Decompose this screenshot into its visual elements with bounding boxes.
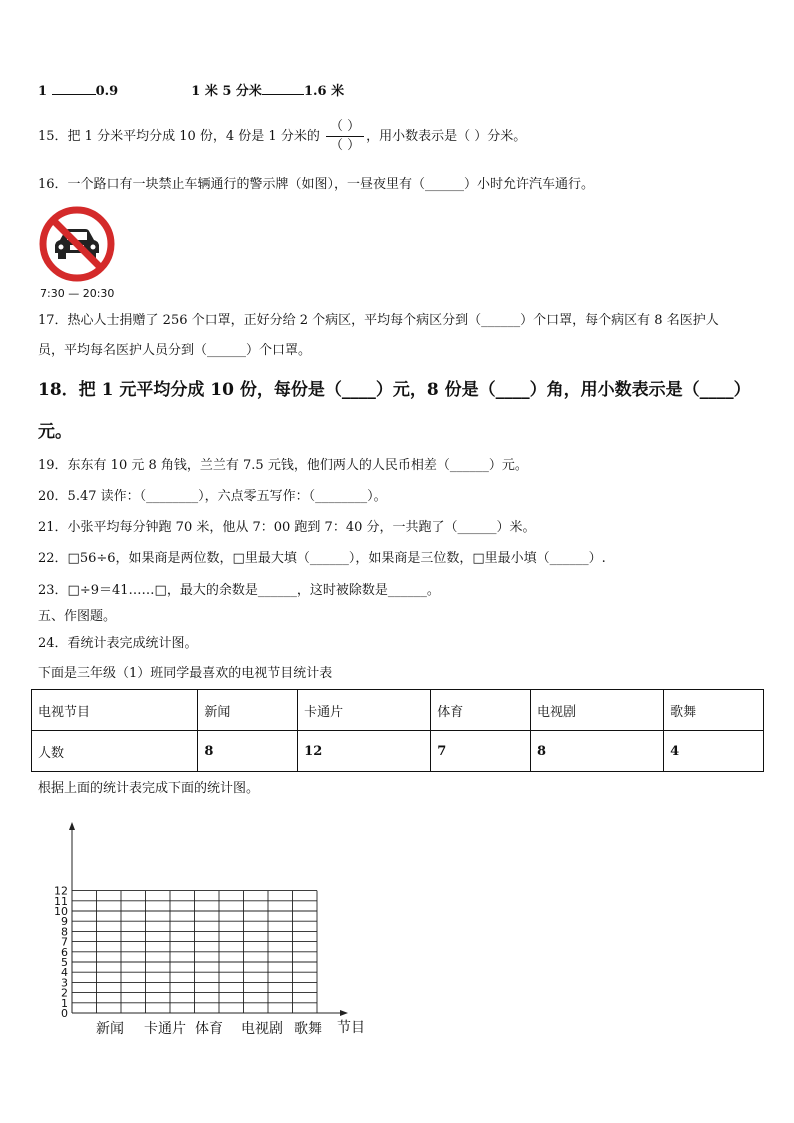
q16-number: 16． <box>38 177 68 192</box>
q15 <box>38 118 526 155</box>
q24: 24．看统计表完成统计图。 <box>38 636 198 651</box>
q23: 23．□÷9＝41……□，最大的余数是______，这时被除数是______。 <box>38 583 440 598</box>
tv-program-table <box>31 689 764 772</box>
table-cell: 歌舞 <box>664 690 764 731</box>
y-tick-label: 0 <box>61 1007 68 1020</box>
table-title: 下面是三年级（1）班同学最喜欢的电视节目统计表 <box>38 666 333 681</box>
y-tick-label: 7 <box>61 935 68 949</box>
q14-part2-left: 1 米 5 分米 <box>191 84 262 99</box>
q15-number: 15． <box>38 129 68 144</box>
y-tick-label: 9 <box>61 915 68 929</box>
y-tick-label: 8 <box>61 925 68 939</box>
q21: 21．小张平均每分钟跑 70 米，他从 7：00 跑到 7：40 分，一共跑了（______）米。 <box>38 520 536 535</box>
y-tick-label: 3 <box>61 976 68 990</box>
q17-line-2: 员，平均每名医护人员分到（______）个口罩。 <box>38 343 312 358</box>
q14-part2-right: 1.6 米 <box>303 84 345 99</box>
y-tick-label: 10 <box>54 905 68 918</box>
q14-part1-right: 0.9 <box>95 84 119 99</box>
y-tick-label: 6 <box>61 945 68 959</box>
chart-x-category-labels <box>96 1020 322 1037</box>
x-axis-arrow-icon <box>340 1010 348 1016</box>
y-tick-label: 2 <box>61 986 68 1000</box>
y-axis-arrow-icon <box>69 822 75 830</box>
sign-caption: 7:30 — 20:30 <box>40 287 115 300</box>
chart-axes <box>69 822 348 1016</box>
q15-fraction-denominator: （ ） <box>329 138 361 153</box>
table-cell: 12 <box>298 731 431 772</box>
y-tick-label: 5 <box>61 956 68 969</box>
q18-line-1: 18．把 1 元平均分成 10 份，每份是（____）元，8 份是（____）角，用小数表示是（____） <box>38 380 751 400</box>
q15-text-a: 把 1 分米平均分成 10 份，4 份是 1 分米的 <box>67 129 320 144</box>
table-cell: 卡通片 <box>298 690 431 731</box>
q19: 19．东东有 10 元 8 角钱，兰兰有 7.5 元钱，他们两人的人民币相差（______）元。 <box>38 458 528 473</box>
table-cell: 7 <box>431 731 531 772</box>
chart-x-axis-label: 节目 <box>337 1020 365 1036</box>
x-category-label: 新闻 <box>96 1021 124 1037</box>
section-5-title: 五、作图题。 <box>38 609 117 624</box>
y-tick-label: 4 <box>61 966 68 980</box>
q14-part1-left: 1 <box>38 84 48 99</box>
x-category-label: 歌舞 <box>294 1021 322 1037</box>
q17-line-1: 17．热心人士捐赠了 256 个口罩，正好分给 2 个病区，平均每个病区分到（______）个口罩，每个病区有 8 名医护人 <box>38 313 719 328</box>
bar-chart[interactable] <box>40 818 380 1043</box>
q14-tail <box>38 82 344 101</box>
q15-fraction-numerator: （ ） <box>326 118 364 137</box>
q14-blank-1[interactable] <box>52 82 96 95</box>
table-header-row <box>32 690 764 731</box>
table-cell: 新闻 <box>198 690 298 731</box>
table-row <box>32 731 764 772</box>
y-tick-label: 11 <box>54 894 68 908</box>
table-cell: 电视剧 <box>531 690 664 731</box>
table-cell: 人数 <box>32 731 198 772</box>
q20: 20．5.47 读作：（________），六点零五写作：（________）。 <box>38 489 387 504</box>
q16 <box>38 176 594 194</box>
q14-blank-2[interactable] <box>262 82 304 95</box>
q22: 22．□56÷6，如果商是两位数，□里最大填（______），如果商是三位数，□里最小填（______）. <box>38 551 606 566</box>
table-cell: 电视节目 <box>32 690 198 731</box>
q15-fraction[interactable] <box>326 118 364 155</box>
chart-grid <box>72 891 317 1013</box>
x-category-label: 体育 <box>195 1021 223 1037</box>
q15-text-b: ，用小数表示是（ ）分米。 <box>366 129 527 144</box>
no-vehicles-sign-icon <box>38 205 116 283</box>
y-tick-label: 1 <box>61 996 68 1010</box>
table-cell: 8 <box>198 731 298 772</box>
y-tick-label: 12 <box>54 884 68 898</box>
q18-line-2: 元。 <box>38 422 72 442</box>
x-category-label: 电视剧 <box>241 1021 283 1037</box>
q16-text: 一个路口有一块禁止车辆通行的警示牌（如图），一昼夜里有（______）小时允许汽车通行。 <box>67 177 595 192</box>
table-cell: 8 <box>531 731 664 772</box>
table-cell: 4 <box>664 731 764 772</box>
x-category-label: 卡通片 <box>144 1021 186 1037</box>
table-cell: 体育 <box>431 690 531 731</box>
chart-y-tick-labels <box>54 885 68 1020</box>
chart-instruction: 根据上面的统计表完成下面的统计图。 <box>38 781 260 796</box>
